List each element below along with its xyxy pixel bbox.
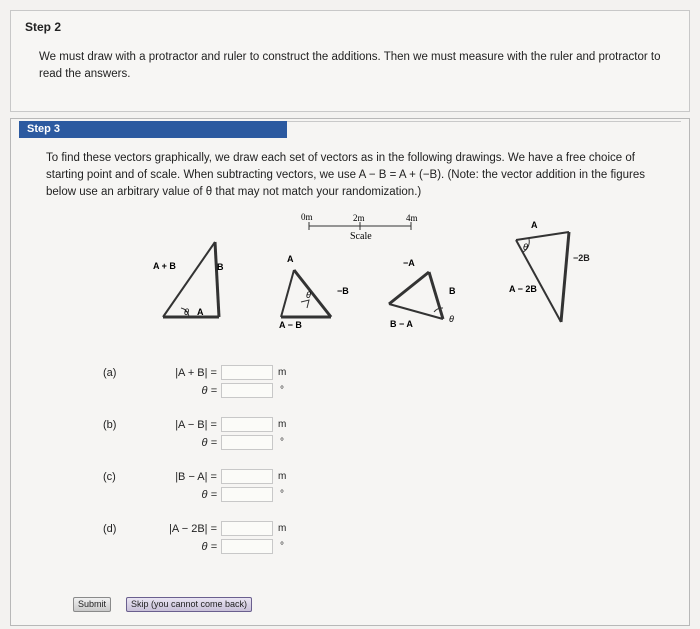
row-a-magnitude-input[interactable] <box>221 365 273 380</box>
scale-bar <box>301 212 418 242</box>
row-b-angle-unit: ° <box>280 437 284 448</box>
fig2-a-label: A <box>287 254 294 264</box>
scale-title: Scale <box>350 231 372 242</box>
fig3-b-label: B <box>449 286 456 296</box>
row-b-theta-expr: θ = <box>201 437 217 449</box>
row-c-angle-unit: ° <box>280 489 284 500</box>
step2-text: We must draw with a protractor and ruler to construct the additions. Then we must measure with the ruler and protractor to read the answers. <box>39 51 661 80</box>
row-c-theta-expr: θ = <box>201 489 217 501</box>
scale-tick-2: 2m <box>353 213 365 223</box>
row-c-magnitude-expr: |B − A| = <box>175 471 217 483</box>
row-a-angle-input[interactable] <box>221 383 273 398</box>
fig3-theta-label: θ <box>449 314 454 324</box>
scale-tick-4: 4m <box>406 213 418 223</box>
step2-panel <box>10 10 690 112</box>
step3-panel <box>10 118 690 626</box>
figure-b-minus-a <box>389 258 456 329</box>
fig1-a-label: A <box>197 307 204 317</box>
row-a-angle-unit: ° <box>280 385 284 396</box>
row-b-magnitude-expr: |A − B| = <box>175 419 217 431</box>
row-a-magnitude-expr: |A + B| = <box>175 367 217 379</box>
skip-button[interactable]: Skip (you cannot come back) <box>126 597 252 612</box>
row-d-theta-expr: θ = <box>201 541 217 553</box>
row-a-label: (a) <box>103 367 117 379</box>
row-c-magnitude-input[interactable] <box>221 469 273 484</box>
fig4-resultant-label: A − 2B <box>509 284 537 294</box>
row-b-label: (b) <box>103 419 117 431</box>
fig3-minus-a-label: −A <box>403 258 415 268</box>
step3-title: Step 3 <box>19 121 287 138</box>
row-b-magnitude-unit: m <box>278 419 287 430</box>
row-d-magnitude-expr: |A − 2B| = <box>169 523 217 535</box>
step3-text: To find these vectors graphically, we draw each set of vectors as in the following drawings. We have a free choice of starting point and of scale. When subtracting vectors, we use A − B = A + (−B). (Note: the vector addition in the figures below use an arbitrary value of θ that may not match your randomization.) <box>46 152 645 198</box>
row-c-magnitude-unit: m <box>278 471 287 482</box>
fig1-theta-label: θ <box>184 307 189 317</box>
fig2-minus-b-label: −B <box>337 286 349 296</box>
row-a-magnitude-unit: m <box>278 367 287 378</box>
fig4-minus-2b-label: −2B <box>573 253 590 263</box>
row-c-angle-input[interactable] <box>221 487 273 502</box>
scale-tick-0: 0m <box>301 212 313 222</box>
fig2-theta-label: θ <box>306 290 311 300</box>
row-c-label: (c) <box>103 471 116 483</box>
row-b-magnitude-input[interactable] <box>221 417 273 432</box>
fig4-a-label: A <box>531 220 538 230</box>
row-d-angle-unit: ° <box>280 541 284 552</box>
figure-a-minus-b <box>279 254 349 330</box>
row-b-angle-input[interactable] <box>221 435 273 450</box>
row-d-angle-input[interactable] <box>221 539 273 554</box>
fig2-resultant-label: A − B <box>279 320 302 330</box>
row-d-magnitude-input[interactable] <box>221 521 273 536</box>
fig1-b-label: B <box>217 262 224 272</box>
submit-button[interactable]: Submit <box>73 597 111 612</box>
step2-title: Step 2 <box>25 20 62 34</box>
row-d-label: (d) <box>103 523 117 535</box>
figure-a-plus-b <box>153 242 224 317</box>
fig3-resultant-label: B − A <box>390 319 413 329</box>
fig1-resultant-label: A + B <box>153 261 176 271</box>
row-a-theta-expr: θ = <box>201 385 217 397</box>
fig4-theta-label: θ <box>523 242 528 252</box>
row-d-magnitude-unit: m <box>278 523 287 534</box>
figure-a-minus-2b <box>509 220 569 322</box>
vector-figures <box>131 212 571 332</box>
